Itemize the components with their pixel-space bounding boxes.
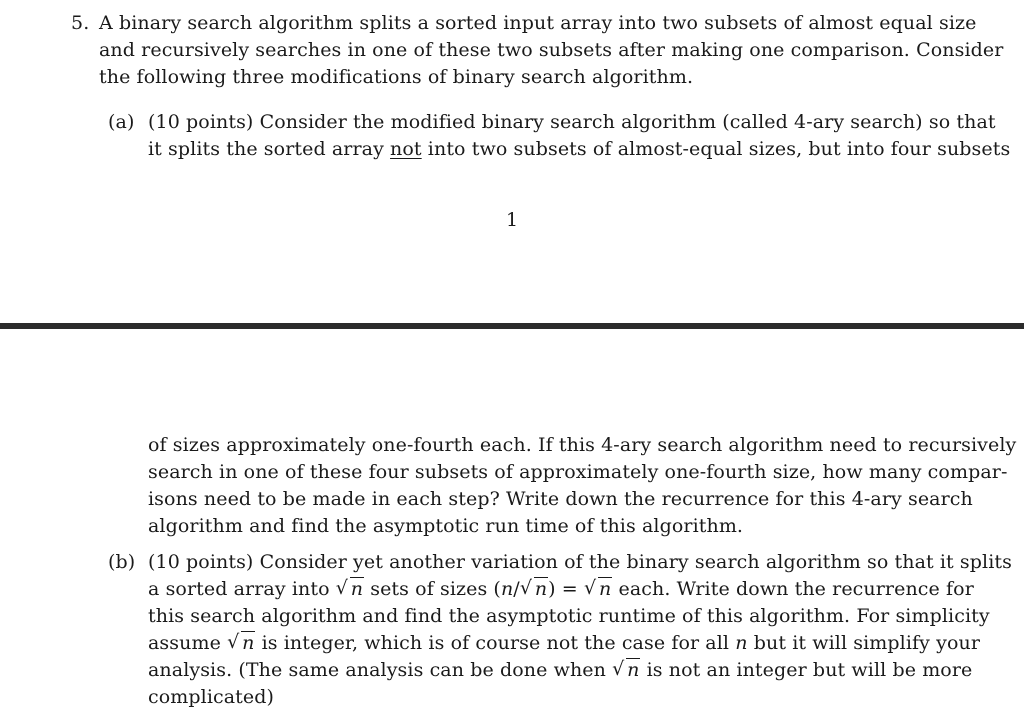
- sqrt-n: [336, 576, 364, 603]
- slash: /: [513, 578, 520, 600]
- part-a-cont-1: of sizes approximately one-fourth each. If this 4-ary search algorithm need to recursively: [148, 434, 1017, 456]
- intro-text-1: A binary search algorithm splits a sorted input array into two subsets of almost equal size: [99, 12, 977, 34]
- b4-text-a: assume: [148, 632, 221, 654]
- part-a-cont-4: algorithm and find the asymptotic run time of this algorithm.: [148, 515, 744, 537]
- b4-text-b: is integer, which is of course not the case for all: [261, 632, 730, 654]
- var-n: n: [735, 632, 748, 654]
- part-b-line-4: [148, 630, 980, 657]
- b4-text-d: but it will simplify your: [753, 632, 981, 654]
- sqrt-n: [612, 657, 640, 684]
- part-a-cont-2: search in one of these four subsets of approximately one-fourth size, how many compar-: [148, 461, 1008, 483]
- sqrt-n: [584, 576, 612, 603]
- underlined-not: not: [390, 138, 422, 160]
- question-number: 5.: [71, 12, 90, 34]
- radicand: n: [242, 632, 255, 654]
- part-b-line-1: (10 points) Consider yet another variation of the binary search algorithm so that it splits: [148, 551, 1012, 573]
- intro-line-3: the following three modifications of binary search algorithm.: [99, 66, 694, 88]
- intro-line-1: [99, 10, 979, 37]
- part-b-label: (b): [108, 551, 136, 573]
- radicand: n: [598, 578, 612, 600]
- b2-text-f: each. Write down the recurrence for: [618, 578, 974, 600]
- part-b-line-3: this search algorithm and find the asymptotic runtime of this algorithm. For simplicity: [148, 605, 990, 627]
- part-a-cont-3: isons need to be made in each step? Write down the recurrence for this 4-ary search: [148, 488, 973, 510]
- radicand: n: [534, 578, 548, 600]
- part-a-text-2b: into two subsets of almost-equal sizes, but into four subsets: [421, 138, 1011, 160]
- part-a-label: (a): [108, 111, 135, 133]
- part-b-line-6: complicated): [148, 686, 275, 708]
- part-a-text-1: (10 points) Consider the modified binary search algorithm (called 4-ary search) so that: [148, 111, 996, 133]
- part-a-line-2: [148, 136, 1010, 163]
- radicand: n: [627, 659, 640, 681]
- var-n: n: [500, 578, 514, 600]
- part-a-line-1: [148, 109, 996, 136]
- b2-text-b: sets of sizes (: [370, 578, 501, 600]
- b2-text-a: a sorted array into: [148, 578, 330, 600]
- intro-text-2: and recursively searches in one of these two subsets after making one comparison. Consider: [99, 39, 1004, 61]
- b2-text-e: ) =: [548, 578, 578, 600]
- radicand: n: [350, 578, 364, 600]
- sqrt-n: [520, 576, 548, 603]
- b5-text-b: is not an integer but will be more: [646, 659, 973, 681]
- page-separator: [0, 323, 1024, 329]
- b5-text-a: analysis. (The same analysis can be done when: [148, 659, 606, 681]
- sqrt-n: [227, 630, 255, 657]
- page-top: [0, 0, 1024, 324]
- page-bottom: [0, 330, 1024, 717]
- intro-line-2: [99, 37, 1004, 64]
- page-number: 1: [505, 209, 519, 231]
- part-b-line-2: [148, 576, 974, 603]
- part-a-text-2a: it splits the sorted array: [148, 138, 391, 160]
- part-b-line-5: [148, 657, 972, 684]
